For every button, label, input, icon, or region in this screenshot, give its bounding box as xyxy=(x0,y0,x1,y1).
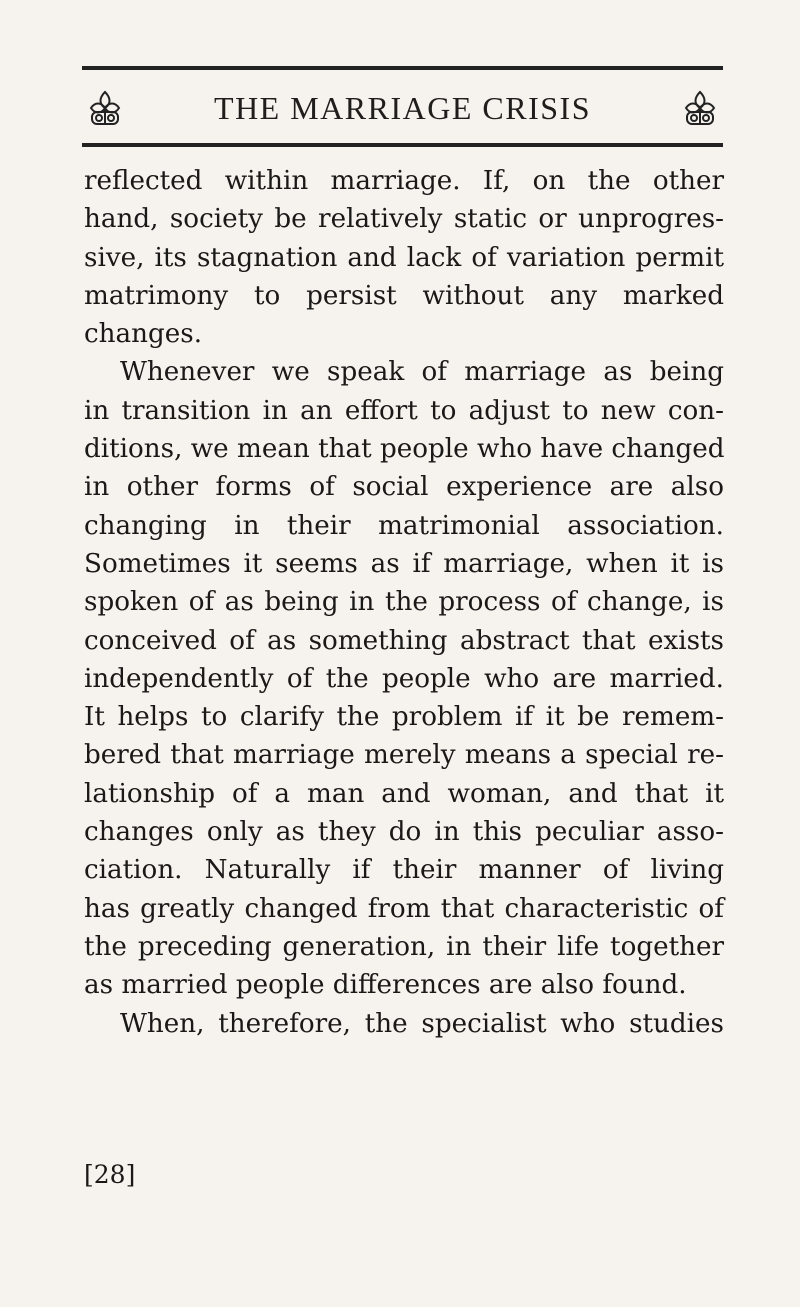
text-line: changes. xyxy=(84,319,203,350)
page-body-text xyxy=(84,162,724,1043)
text-line: bered that marriage merely means a special re- xyxy=(84,740,724,771)
text-line: conceived of as something abstract that exists xyxy=(84,625,724,656)
page-number: [28] xyxy=(84,1160,136,1189)
text-line: in other forms of social experience are also xyxy=(84,472,724,503)
text-line: hand, society be relatively static or unprogres- xyxy=(84,204,724,235)
text-line: lationship of a man and woman, and that it xyxy=(84,778,724,809)
text-line: sive, its stagnation and lack of variation permit xyxy=(84,242,724,273)
text-line: changing in their matrimonial association. xyxy=(84,510,724,541)
fleuron-ornament-icon xyxy=(677,85,723,131)
text-line: It helps to clarify the problem if it be remem- xyxy=(84,702,724,733)
running-header xyxy=(82,80,723,136)
text-line: has greatly changed from that characteristic of xyxy=(84,893,724,924)
text-line: ciation. Naturally if their manner of living xyxy=(84,855,724,886)
text-line: matrimony to persist without any marked xyxy=(84,280,724,311)
text-line: as married people differences are also found. xyxy=(84,970,687,1001)
header-rule-bottom xyxy=(82,143,723,147)
paragraph-first-line: When, therefore, the specialist who studies xyxy=(120,1008,724,1039)
text-line: independently of the people who are married. xyxy=(84,663,724,694)
text-line: the preceding generation, in their life together xyxy=(84,931,724,962)
fleuron-ornament-icon xyxy=(82,85,128,131)
header-rule-top xyxy=(82,66,723,70)
text-line: Sometimes it seems as if marriage, when it is xyxy=(84,548,724,579)
paragraph-first-line: Whenever we speak of marriage as being xyxy=(120,357,724,388)
text-line: changes only as they do in this peculiar asso- xyxy=(84,817,724,848)
running-head-title: THE MARRIAGE CRISIS xyxy=(214,89,591,126)
text-line: ditions, we mean that people who have changed xyxy=(84,434,725,465)
text-line: spoken of as being in the process of change, is xyxy=(84,587,724,618)
text-line: reflected within marriage. If, on the other xyxy=(84,166,724,196)
text-line: in transition in an effort to adjust to new con- xyxy=(84,395,724,426)
